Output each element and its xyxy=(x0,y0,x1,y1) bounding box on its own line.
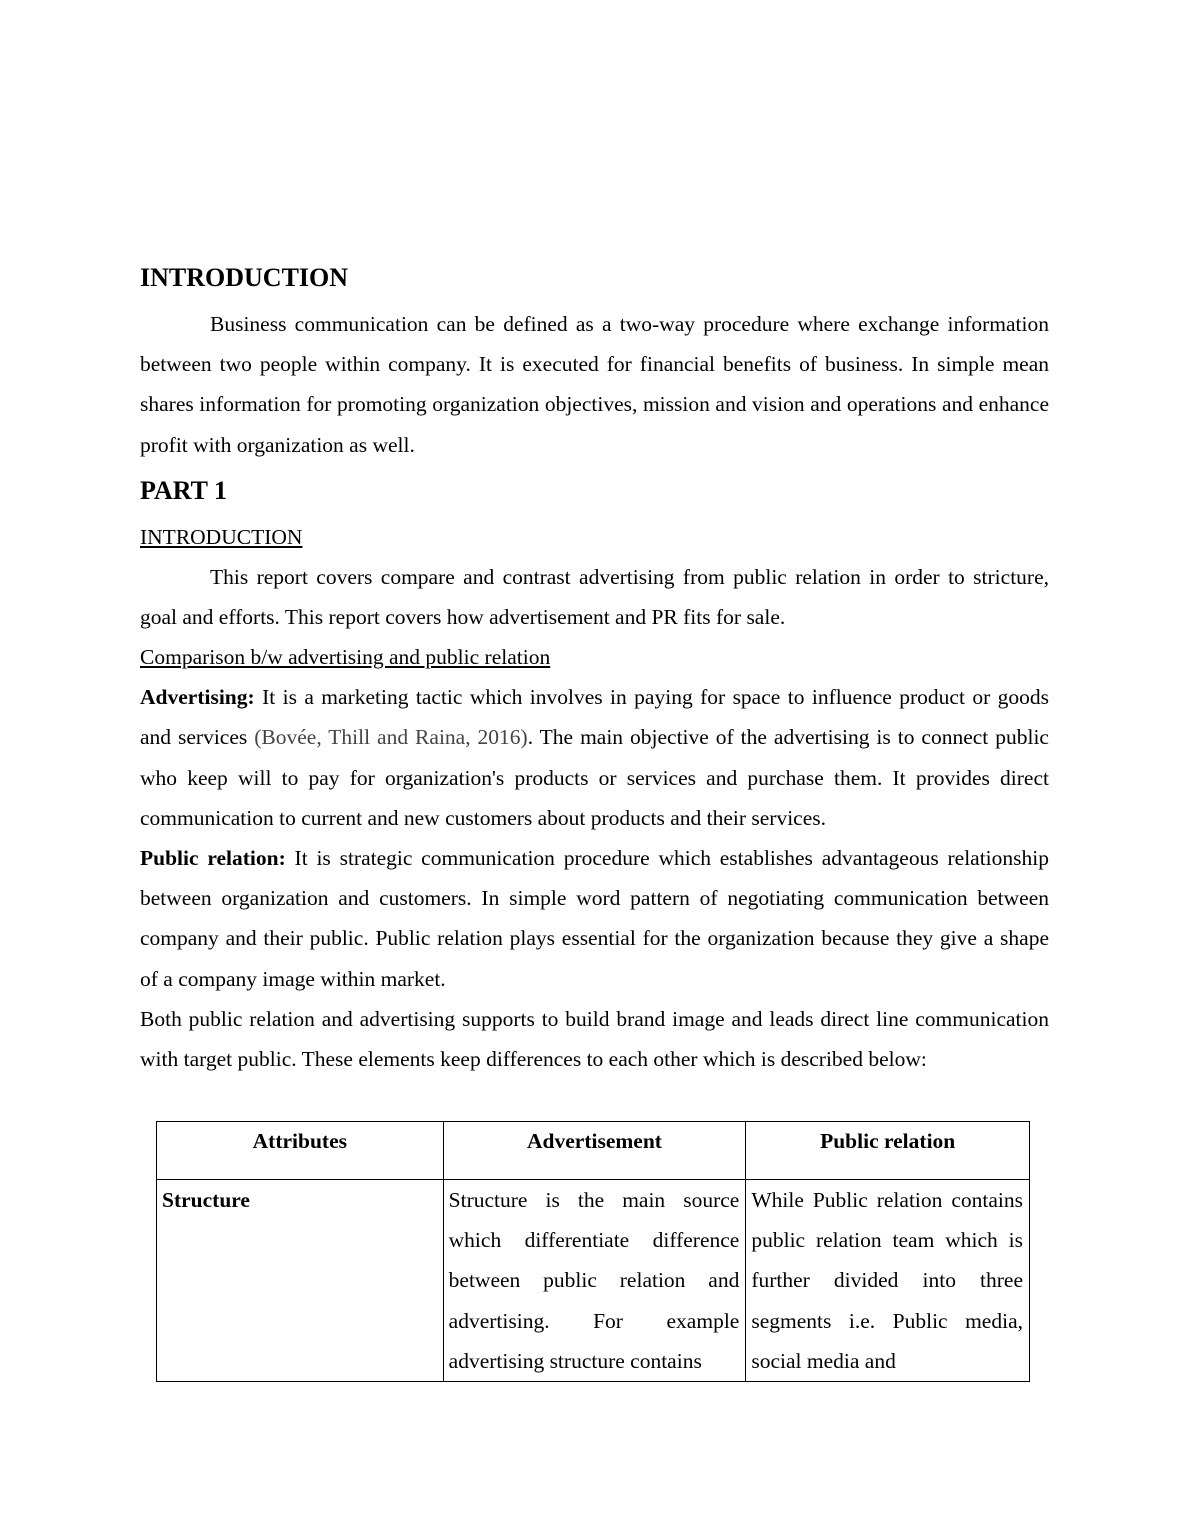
advertising-label: Advertising: xyxy=(140,685,255,710)
cell-attribute: Structure xyxy=(157,1180,444,1382)
cell-public-relation: While Public relation contains public relation team which is further divided into three segments i.e. Public media, social media and xyxy=(746,1180,1030,1382)
comparison-subheading: Comparison b/w advertising and public relation xyxy=(140,645,551,670)
both-paragraph: Both public relation and advertising supports to build brand image and leads direct line communication with target public. These elements keep differences to each other which is described below: xyxy=(140,1006,1049,1072)
public-relation-text: It is strategic communication procedure which establishes advantageous relationship between organization and customers. In simple word pattern of negotiating communication between company and their public. Public relation plays essential for the organization because they give a shape of a company image within market. xyxy=(140,846,1049,991)
intro-paragraph: Business communication can be defined as a two-way procedure where exchange information between two people within company. It is executed for financial benefits of business. In simple mean shares information for promoting organization objectives, mission and vision and operations and enhance profit with organization as well. xyxy=(140,312,1049,457)
advertising-citation: (Bovée, Thill and Raina, 2016) xyxy=(254,725,528,750)
document-body xyxy=(140,262,1049,1079)
advertising-paragraph xyxy=(140,677,1049,838)
header-advertisement: Advertisement xyxy=(443,1122,746,1180)
table-row xyxy=(157,1180,1030,1382)
header-attributes: Attributes xyxy=(157,1122,444,1180)
public-relation-label: Public relation: xyxy=(140,846,286,871)
part1-intro-subheading: INTRODUCTION xyxy=(140,524,303,549)
public-relation-paragraph xyxy=(140,838,1049,999)
cell-advertisement: Structure is the main source which differentiate difference between public relation and advertising. For example advertising structure contains xyxy=(443,1180,746,1382)
comparison-table xyxy=(156,1121,1030,1382)
part1-intro-paragraph: This report covers compare and contrast advertising from public relation in order to stricture, goal and efforts. This report covers how advertisement and PR fits for sale. xyxy=(140,564,1049,630)
intro-heading: INTRODUCTION xyxy=(140,263,349,292)
part1-heading: PART 1 xyxy=(140,475,227,505)
advertising-text-a: It is a marketing tactic which involves in paying for space to influence product or goods and services xyxy=(140,685,1049,750)
advertising-text-b: . The main objective of the advertising is to connect public who keep will to pay for organization's products or services and purchase them. It provides direct communication to current and new customers about products and their services. xyxy=(140,725,1049,830)
table-header-row xyxy=(157,1122,1030,1180)
header-public-relation: Public relation xyxy=(746,1122,1030,1180)
